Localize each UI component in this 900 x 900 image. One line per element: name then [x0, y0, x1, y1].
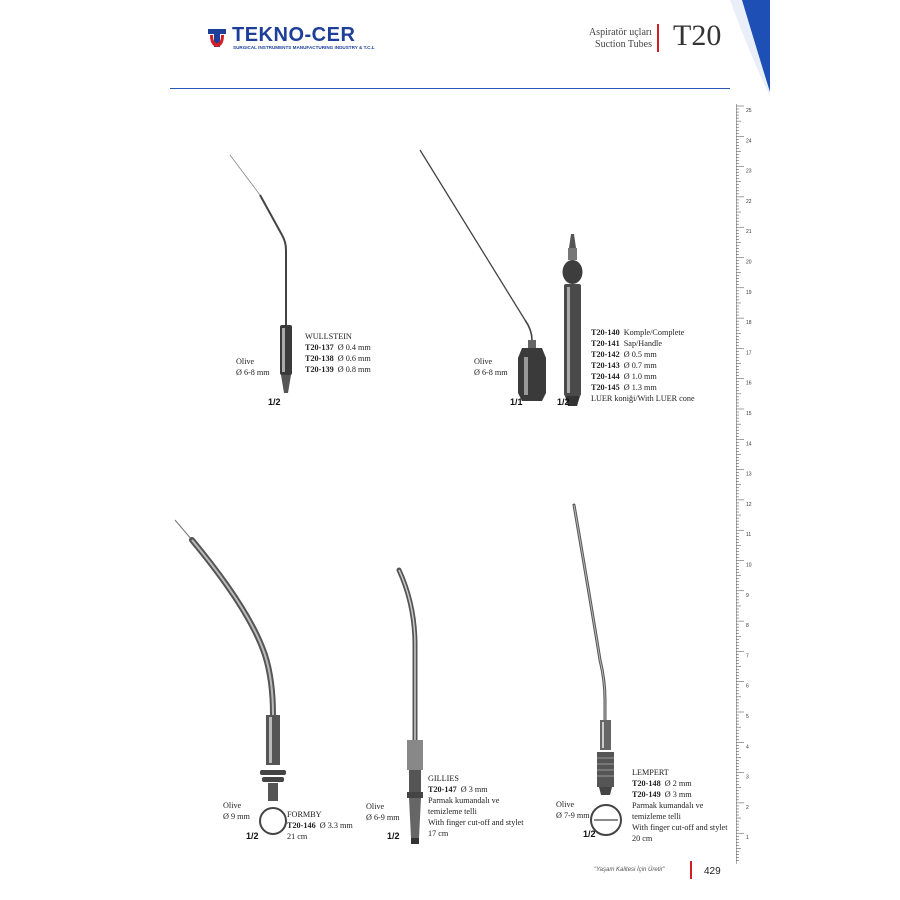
ruler-label: 19: [746, 289, 752, 296]
luer-item-1: T20-140 Komple/Complete: [591, 328, 685, 337]
ruler-label: 23: [746, 168, 752, 175]
lempert-item-1: T20-148 Ø 2 mm: [632, 779, 692, 788]
formby-olive: [223, 800, 250, 822]
ruler-label: 3: [746, 774, 749, 781]
formby-suction-tube-image: [170, 515, 310, 845]
lempert-name: LEMPERT: [632, 768, 669, 777]
luer-item-5: T20-144 Ø 1.0 mm: [591, 372, 657, 381]
ruler-label: 14: [746, 441, 752, 448]
luer-handle-scale: 1/2: [557, 397, 570, 407]
ruler-label: 25: [746, 108, 752, 114]
gillies-olive-size: Ø 6-9 mm: [366, 813, 400, 822]
footer-slogan: "Yaşam Kalitesi İçin Üretir": [594, 867, 665, 873]
lempert-suction-tube-image: [570, 500, 630, 845]
brand-logo: [205, 24, 380, 54]
ruler-label: 20: [746, 259, 752, 266]
ruler-label: 18: [746, 320, 752, 327]
category-divider: [657, 24, 659, 52]
brand-name: TEKNO-CER: [232, 24, 356, 46]
ruler-label: 7: [746, 653, 749, 660]
formby-scale: 1/2: [246, 831, 259, 841]
gillies-scale: 1/2: [387, 831, 400, 841]
luer-item-6: T20-145 Ø 1.3 mm: [591, 383, 657, 392]
ruler-label: 8: [746, 623, 749, 630]
lempert-length: 20 cm: [632, 834, 653, 843]
wullstein-name: WULLSTEIN: [305, 332, 352, 341]
wullstein-item-2: T20-138 Ø 0.6 mm: [305, 354, 371, 363]
luer-olive: [474, 356, 508, 378]
gillies-item: T20-147 Ø 3 mm: [428, 785, 488, 794]
formby-olive-label: Olive: [223, 801, 242, 810]
ruler-label: 6: [746, 683, 749, 690]
luer-olive-size: Ø 6-8 mm: [474, 368, 508, 377]
wullstein-label: [305, 331, 371, 375]
lempert-desc-tr-1: Parmak kumandalı ve: [632, 801, 704, 810]
gillies-olive: [366, 801, 400, 823]
lempert-desc-tr-2: temizleme telli: [632, 812, 681, 821]
luer-item-2: T20-141 Sap/Handle: [591, 339, 662, 348]
lempert-label: [632, 767, 727, 844]
lempert-desc-en: With finger cut-off and stylet: [632, 823, 728, 832]
gillies-olive-label: Olive: [366, 802, 385, 811]
luer-handle-image: [555, 232, 590, 412]
lempert-olive: [556, 799, 590, 821]
category-title-en: Suction Tubes: [595, 39, 652, 50]
luer-label: [591, 327, 695, 404]
gillies-name: GILLIES: [428, 774, 459, 783]
gillies-desc-en: With finger cut-off and stylet: [428, 818, 524, 827]
lempert-item-2: T20-149 Ø 3 mm: [632, 790, 692, 799]
wullstein-scale: 1/2: [268, 397, 281, 407]
ruler-label: 5: [746, 714, 749, 720]
ruler-label: 9: [746, 592, 749, 599]
ruler-label: 12: [746, 501, 752, 508]
measurement-ruler: [736, 104, 766, 864]
gillies-label: [428, 773, 523, 839]
formby-item: T20-146 Ø 3.3 mm: [287, 821, 353, 830]
header-rule: [170, 88, 730, 89]
ruler-label: 11: [746, 532, 752, 539]
luer-tip-scale: 1/1: [510, 397, 523, 407]
luer-note: LUER koniği/With LUER cone: [591, 394, 695, 403]
formby-olive-size: Ø 9 mm: [223, 812, 250, 821]
luer-item-3: T20-142 Ø 0.5 mm: [591, 350, 657, 359]
formby-label: [287, 809, 353, 842]
luer-olive-label: Olive: [474, 357, 493, 366]
ruler-label: 13: [746, 471, 752, 478]
ruler-label: 1: [746, 835, 749, 842]
lempert-scale: 1/2: [583, 829, 596, 839]
ruler-label: 17: [746, 350, 752, 357]
wullstein-olive-label: Olive: [236, 357, 255, 366]
wullstein-olive-size: Ø 6-8 mm: [236, 368, 270, 377]
lempert-olive-label: Olive: [556, 800, 575, 809]
ruler-label: 4: [746, 744, 749, 751]
category-title-tr: Aspiratör uçları: [588, 27, 652, 38]
wullstein-item-3: T20-139 Ø 0.8 mm: [305, 365, 371, 374]
formby-length: 21 cm: [287, 832, 308, 841]
wullstein-item-1: T20-137 Ø 0.4 mm: [305, 343, 371, 352]
gillies-desc-tr-2: temizleme telli: [428, 807, 477, 816]
wullstein-olive: [236, 356, 270, 378]
luer-item-4: T20-143 Ø 0.7 mm: [591, 361, 657, 370]
gillies-length: 17 cm: [428, 829, 449, 838]
brand-tagline: SURGICAL INSTRUMENTS MANUFACTURING INDUSTRY & T.C.L: [233, 45, 375, 50]
ruler-label: 10: [746, 562, 752, 569]
tc-logo-icon: [205, 26, 229, 50]
ruler-label: 24: [746, 138, 752, 145]
page-number: 429: [704, 866, 721, 877]
ruler-label: 16: [746, 380, 752, 387]
category-code: T20: [673, 19, 722, 52]
formby-name: FORMBY: [287, 810, 322, 819]
ruler-scale: [736, 104, 766, 864]
ruler-label: 21: [746, 229, 752, 236]
gillies-desc-tr-1: Parmak kumandalı ve: [428, 796, 500, 805]
ruler-label: 15: [746, 411, 752, 417]
lempert-olive-size: Ø 7-9 mm: [556, 811, 590, 820]
header-corner-decoration: [0, 0, 900, 100]
ruler-label: 2: [746, 804, 749, 811]
ruler-label: 22: [746, 198, 752, 205]
footer-divider: [690, 861, 692, 879]
